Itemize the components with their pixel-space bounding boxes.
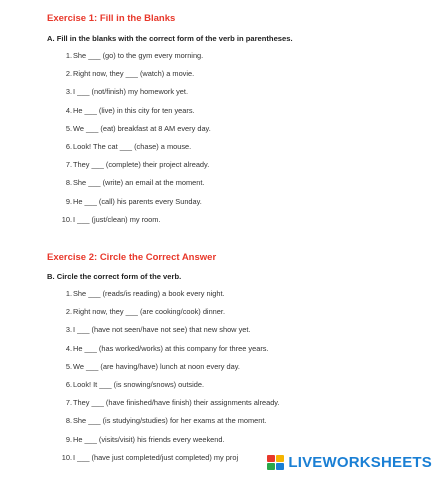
item-number: 6.: [65, 379, 72, 389]
item-number: 4.: [65, 105, 72, 115]
item-text: Look! The cat ___ (chase) a mouse.: [73, 141, 192, 151]
item-number: 8.: [65, 178, 72, 188]
item-text: She ___ (is studying/studies) for her exams at the moment.: [73, 416, 267, 426]
item-text: He ___ (has worked/works) at this company for three years.: [73, 343, 269, 353]
item-number: 2.: [65, 307, 72, 317]
liveworksheets-mark-icon: [267, 455, 285, 471]
item-text: They ___ (have finished/have finish) their assignments already.: [73, 398, 280, 408]
item-text: She ___ (reads/is reading) a book every night.: [73, 289, 225, 298]
item-text: I ___ (just/clean) my room.: [73, 214, 161, 224]
item-number: 9.: [65, 434, 72, 444]
item-text: He ___ (visits/visit) his friends every weekend.: [73, 434, 225, 444]
item-text: I ___ (have just completed/just completed) my proj: [73, 452, 239, 462]
item-text: Right now, they ___ (are cooking/cook) dinner.: [73, 307, 226, 317]
item-number: 7.: [65, 398, 72, 408]
item-number: 2.: [65, 69, 72, 79]
item-text: She ___ (write) an email at the moment.: [73, 178, 205, 188]
item-number: 8.: [65, 416, 72, 426]
item-text: She ___ (go) to the gym every morning.: [73, 51, 204, 60]
item-text: Right now, they ___ (watch) a movie.: [73, 69, 195, 79]
item-text: We ___ (are having/have) lunch at noon every day.: [73, 361, 240, 371]
item-text: He ___ (call) his parents every Sunday.: [73, 196, 202, 206]
item-number: 1.: [65, 289, 72, 298]
item-text: They ___ (complete) their project already.: [73, 160, 210, 170]
item-number: 10.: [61, 452, 72, 462]
item-number: 3.: [65, 87, 72, 97]
liveworksheets-wordmark: LIVEWORKSHEETS: [288, 454, 432, 471]
item-text: I ___ (have not seen/have not see) that new show yet.: [73, 325, 251, 335]
exercise-1-title: Exercise 1: Fill in the Blanks: [47, 13, 176, 24]
item-number: 5.: [65, 123, 72, 133]
item-number: 6.: [65, 141, 72, 151]
exercise-2-title: Exercise 2: Circle the Correct Answer: [47, 252, 217, 263]
liveworksheets-logo: [267, 454, 432, 471]
item-text: He ___ (live) in this city for ten years.: [73, 105, 195, 115]
item-text: I ___ (not/finish) my homework yet.: [73, 87, 189, 97]
exercise-2-instruction: B. Circle the correct form of the verb.: [47, 272, 182, 281]
item-number: 4.: [65, 343, 72, 353]
item-number: 3.: [65, 325, 72, 335]
item-number: 10.: [61, 214, 72, 224]
item-text: We ___ (eat) breakfast at 8 AM every day.: [73, 123, 211, 133]
item-text: Look! It ___ (is snowing/snows) outside.: [73, 379, 205, 389]
item-number: 1.: [65, 51, 72, 60]
item-number: 5.: [65, 361, 72, 371]
item-number: 7.: [65, 160, 72, 170]
exercise-1-instruction: A. Fill in the blanks with the correct form of the verb in parentheses.: [47, 34, 293, 43]
item-number: 9.: [65, 196, 72, 206]
